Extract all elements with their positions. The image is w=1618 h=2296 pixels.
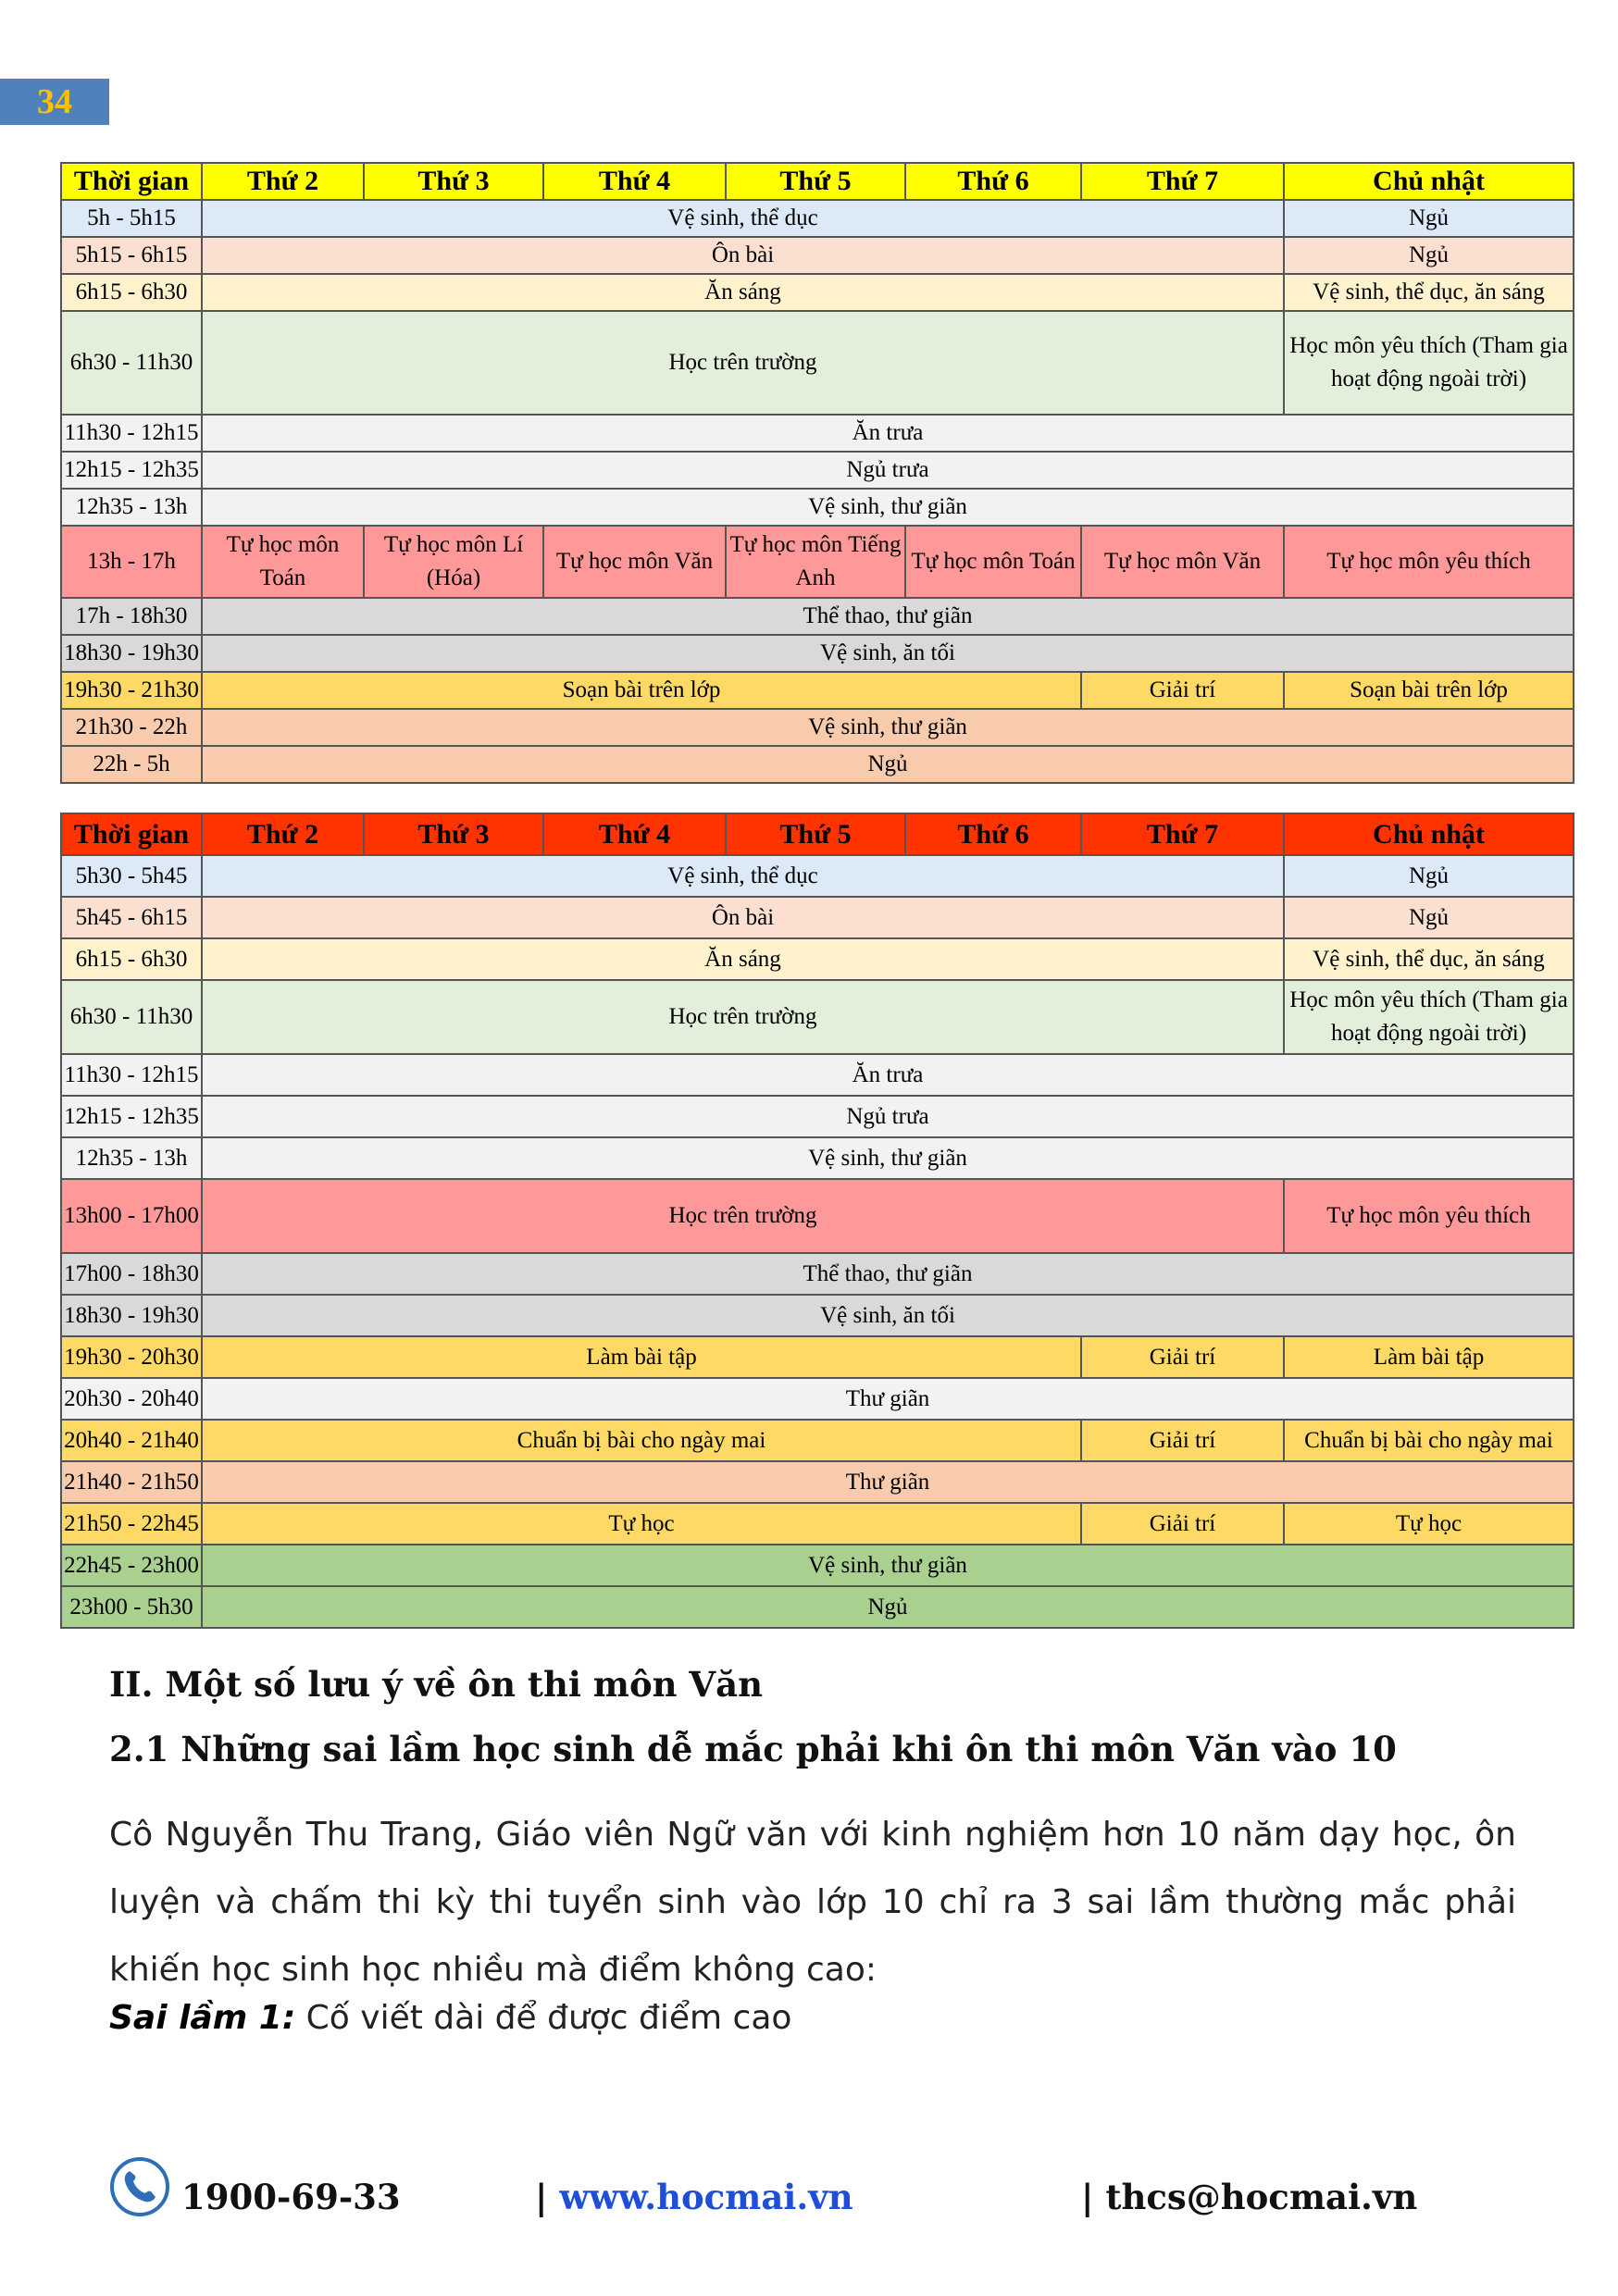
activity-cell: Ngủ (1284, 855, 1574, 897)
time-cell: 18h30 - 19h30 (61, 1295, 202, 1336)
activity-cell: Vệ sinh, thể dục, ăn sáng (1284, 274, 1574, 311)
time-cell: 12h35 - 13h (61, 1137, 202, 1179)
table-row (61, 1336, 1574, 1378)
time-cell: 21h50 - 22h45 (61, 1503, 202, 1545)
table-row (61, 1096, 1574, 1137)
time-cell: 6h30 - 11h30 (61, 311, 202, 415)
header-cell: Thứ 2 (202, 813, 364, 855)
activity-cell: Tự học môn yêu thích (1284, 1179, 1574, 1253)
header-cell: Thứ 6 (905, 163, 1081, 200)
mistake-text: Cố viết dài để được điểm cao (305, 1999, 792, 2037)
activity-cell: Ngủ (202, 1586, 1574, 1628)
table-row (61, 897, 1574, 938)
time-cell: 12h15 - 12h35 (61, 1096, 202, 1137)
table-row (61, 1054, 1574, 1096)
schedule-table-1 (60, 162, 1574, 784)
time-cell: 6h15 - 6h30 (61, 274, 202, 311)
activity-cell: Soạn bài trên lớp (1284, 672, 1574, 709)
footer-phone: 1900-69-33 (181, 2177, 401, 2217)
activity-cell: Chuẩn bị bài cho ngày mai (202, 1420, 1081, 1461)
mistake-label: Sai lầm 1: (109, 1999, 296, 2037)
time-cell: 5h15 - 6h15 (61, 237, 202, 274)
header-cell: Thứ 7 (1081, 163, 1284, 200)
table2-header-row (61, 813, 1574, 855)
activity-cell: Học trên trường (202, 980, 1284, 1054)
table1-header-row (61, 163, 1574, 200)
activity-cell: Ngủ (1284, 237, 1574, 274)
table-row (61, 1378, 1574, 1420)
time-cell: 17h00 - 18h30 (61, 1253, 202, 1295)
time-cell: 20h30 - 20h40 (61, 1378, 202, 1420)
table-row (61, 598, 1574, 635)
activity-cell: Ngủ (202, 746, 1574, 783)
header-cell: Thứ 7 (1081, 813, 1284, 855)
header-cell: Chủ nhật (1284, 163, 1574, 200)
activity-cell: Ngủ trưa (202, 1096, 1574, 1137)
time-cell: 21h30 - 22h (61, 709, 202, 746)
activity-cell: Giải trí (1081, 1503, 1284, 1545)
activity-cell: Học môn yêu thích (Tham gia hoạt động ngoài trời) (1284, 311, 1574, 415)
activity-cell: Vệ sinh, thư giãn (202, 709, 1574, 746)
time-cell: 6h15 - 6h30 (61, 938, 202, 980)
table-row (61, 709, 1574, 746)
footer-website[interactable] (535, 2177, 853, 2217)
activity-cell: Ăn sáng (202, 938, 1284, 980)
header-cell: Thứ 3 (364, 163, 543, 200)
activity-cell: Vệ sinh, thư giãn (202, 1545, 1574, 1586)
header-cell: Thứ 5 (726, 163, 905, 200)
page-number: 34 (0, 79, 109, 125)
activity-cell: Làm bài tập (1284, 1336, 1574, 1378)
activity-cell: Học trên trường (202, 1179, 1284, 1253)
header-cell: Thứ 6 (905, 813, 1081, 855)
time-cell: 18h30 - 19h30 (61, 635, 202, 672)
time-cell: 23h00 - 5h30 (61, 1586, 202, 1628)
table-row (61, 452, 1574, 489)
table-row (61, 980, 1574, 1054)
header-cell: Thời gian (61, 813, 202, 855)
activity-cell: Vệ sinh, ăn tối (202, 1295, 1574, 1336)
table-row (61, 311, 1574, 415)
activity-cell: Ăn trưa (202, 415, 1574, 452)
table-row (61, 489, 1574, 526)
time-cell: 13h - 17h (61, 526, 202, 598)
table-row (61, 1545, 1574, 1586)
table-row (61, 746, 1574, 783)
time-cell: 12h15 - 12h35 (61, 452, 202, 489)
body-paragraph: Cô Nguyễn Thu Trang, Giáo viên Ngữ văn với kinh nghiệm hơn 10 năm dạy học, ôn luyện và chấm thi kỳ thi tuyển sinh vào lớp 10 chỉ ra 3 sai lầm thường mắc phải khiến học sinh học nhiều mà điểm không cao: (109, 1816, 1516, 1989)
time-cell: 22h45 - 23h00 (61, 1545, 202, 1586)
time-cell: 5h30 - 5h45 (61, 855, 202, 897)
time-cell: 22h - 5h (61, 746, 202, 783)
activity-cell: Thể thao, thư giãn (202, 598, 1574, 635)
table-row (61, 274, 1574, 311)
time-cell: 6h30 - 11h30 (61, 980, 202, 1054)
table-row (61, 635, 1574, 672)
activity-cell: Thư giãn (202, 1461, 1574, 1503)
header-cell: Chủ nhật (1284, 813, 1574, 855)
activity-cell: Tự học môn Tiếng Anh (726, 526, 905, 598)
table-row (61, 1295, 1574, 1336)
activity-cell: Giải trí (1081, 1420, 1284, 1461)
activity-cell: Ngủ (1284, 200, 1574, 237)
time-cell: 11h30 - 12h15 (61, 415, 202, 452)
subsection-heading: 2.1 Những sai lầm học sinh dễ mắc phải khi ôn thi môn Văn vào 10 (109, 1729, 1397, 1769)
time-cell: 17h - 18h30 (61, 598, 202, 635)
activity-cell: Ôn bài (202, 897, 1284, 938)
activity-cell: Tự học môn Văn (1081, 526, 1284, 598)
table-row (61, 1179, 1574, 1253)
table-row (61, 1420, 1574, 1461)
time-cell: 21h40 - 21h50 (61, 1461, 202, 1503)
table-row (61, 855, 1574, 897)
table-row (61, 1586, 1574, 1628)
activity-cell: Ôn bài (202, 237, 1284, 274)
activity-cell: Vệ sinh, thư giãn (202, 1137, 1574, 1179)
table-row (61, 237, 1574, 274)
activity-cell: Học trên trường (202, 311, 1284, 415)
table-row (61, 415, 1574, 452)
activity-cell: Vệ sinh, thể dục (202, 855, 1284, 897)
time-cell: 11h30 - 12h15 (61, 1054, 202, 1096)
website-link[interactable]: www.hocmai.vn (559, 2177, 853, 2217)
activity-cell: Tự học môn Toán (905, 526, 1081, 598)
activity-cell: Vệ sinh, ăn tối (202, 635, 1574, 672)
mistake-line (109, 1999, 1516, 2037)
activity-cell: Ăn trưa (202, 1054, 1574, 1096)
schedule-table-2 (60, 813, 1574, 1629)
table-row (61, 1137, 1574, 1179)
time-cell: 20h40 - 21h40 (61, 1420, 202, 1461)
table-row (61, 938, 1574, 980)
separator: | (535, 2177, 548, 2217)
time-cell: 5h45 - 6h15 (61, 897, 202, 938)
activity-cell: Ngủ (1284, 897, 1574, 938)
activity-cell: Giải trí (1081, 672, 1284, 709)
header-cell: Thời gian (61, 163, 202, 200)
table-row (61, 200, 1574, 237)
time-cell: 5h - 5h15 (61, 200, 202, 237)
activity-cell: Tự học (1284, 1503, 1574, 1545)
activity-cell: Làm bài tập (202, 1336, 1081, 1378)
section-heading: II. Một số lưu ý về ôn thi môn Văn (109, 1664, 763, 1705)
time-cell: 19h30 - 20h30 (61, 1336, 202, 1378)
activity-cell: Tự học môn yêu thích (1284, 526, 1574, 598)
phone-icon (109, 2156, 170, 2217)
activity-cell: Tự học môn Lí (Hóa) (364, 526, 543, 598)
time-cell: 12h35 - 13h (61, 489, 202, 526)
activity-cell: Tự học môn Toán (202, 526, 364, 598)
table-row (61, 1503, 1574, 1545)
table-row (61, 672, 1574, 709)
header-cell: Thứ 4 (543, 163, 726, 200)
activity-cell: Ngủ trưa (202, 452, 1574, 489)
activity-cell: Thư giãn (202, 1378, 1574, 1420)
table-row (61, 1253, 1574, 1295)
activity-cell: Học môn yêu thích (Tham gia hoạt động ngoài trời) (1284, 980, 1574, 1054)
table-row (61, 1461, 1574, 1503)
time-cell: 13h00 - 17h00 (61, 1179, 202, 1253)
activity-cell: Tự học (202, 1503, 1081, 1545)
table-row (61, 526, 1574, 598)
activity-cell: Giải trí (1081, 1336, 1284, 1378)
footer-email[interactable] (1081, 2177, 1417, 2217)
separator: | (1081, 2177, 1094, 2217)
activity-cell: Soạn bài trên lớp (202, 672, 1081, 709)
activity-cell: Ăn sáng (202, 274, 1284, 311)
activity-cell: Tự học môn Văn (543, 526, 726, 598)
header-cell: Thứ 2 (202, 163, 364, 200)
header-cell: Thứ 3 (364, 813, 543, 855)
activity-cell: Thể thao, thư giãn (202, 1253, 1574, 1295)
time-cell: 19h30 - 21h30 (61, 672, 202, 709)
email-link[interactable]: thcs@hocmai.vn (1105, 2177, 1418, 2217)
activity-cell: Vệ sinh, thể dục (202, 200, 1284, 237)
activity-cell: Chuẩn bị bài cho ngày mai (1284, 1420, 1574, 1461)
header-cell: Thứ 4 (543, 813, 726, 855)
activity-cell: Vệ sinh, thể dục, ăn sáng (1284, 938, 1574, 980)
activity-cell: Vệ sinh, thư giãn (202, 489, 1574, 526)
header-cell: Thứ 5 (726, 813, 905, 855)
